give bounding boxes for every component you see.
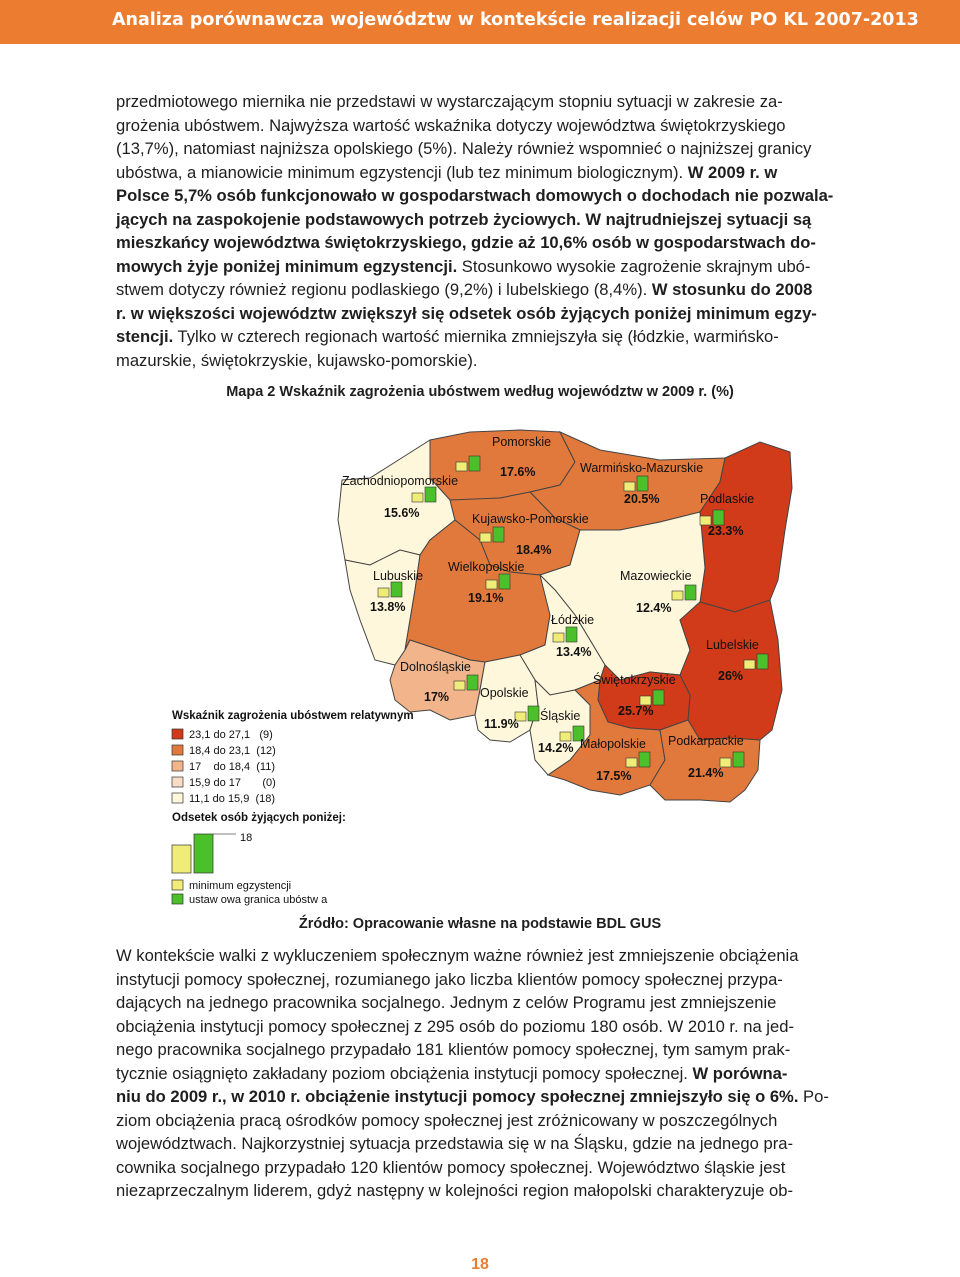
region-value-podlaskie: 23.3% <box>708 524 744 538</box>
text-line: ziom obciążenia pracą ośrodków pomocy społecznej jest zróżnicowany w poszczególnych <box>116 1110 778 1130</box>
region-value--wi-tokrzyskie: 25.7% <box>618 704 654 718</box>
text-line: nego pracownika socjalnego przypadało 181 klientów pomocy społecznej, tym samym prak- <box>116 1040 791 1059</box>
legend-ustawowa-swatch <box>172 894 183 904</box>
region-name-lubelskie: Lubelskie <box>706 638 759 652</box>
region-name-mazowieckie: Mazowieckie <box>620 569 692 583</box>
text-run-bold: W 2009 r. w <box>687 162 778 182</box>
text-run: Tylko w czterech regionach wartość miernika zmniejszyła się (łódzkie, warmińsko- <box>173 327 779 346</box>
bars-legend-ustawowa-bar <box>194 834 213 873</box>
text-line-bold: mieszkańcy województwa świętokrzyskiego, gdzie aż 10,6% osób w gospodarstwach do- <box>116 233 816 252</box>
text-line: W kontekście walki z wykluczeniem społecznym ważne również jest zmniejszenie obciążenia <box>116 946 799 965</box>
region-name-podkarpackie: Podkarpackie <box>668 734 744 748</box>
text-run: ubóstwa, a mianowicie minimum egzystencji (lub tez minimum biologicznym). <box>116 162 688 182</box>
region-value-mazowieckie: 12.4% <box>636 601 672 615</box>
region-name-wielkopolskie: Wielkopolskie <box>448 560 525 574</box>
ustawowa-bar <box>425 487 436 502</box>
text-line-bold: r. w większości województw zwiększył się odsetek osób żyjących poniżej minimum egzy- <box>116 303 817 323</box>
text-line: województwach. Najkorzystniej sytuacja przedstawia się w na Śląsku, gdzie na jednego pra- <box>116 1134 793 1153</box>
ustawowa-bar <box>733 752 744 767</box>
region-name-opolskie: Opolskie <box>480 686 529 700</box>
region-name-ma-opolskie: Małopolskie <box>580 737 647 751</box>
text-line <box>116 1062 846 1086</box>
page-number: 18 <box>471 1256 489 1273</box>
text-run-bold: W najtrudniejszej sytuacji są <box>585 209 812 229</box>
text-line: (13,7%), natomiast najniższa opolskiego (5%). Należy również wspomnieć o najniższej granicy <box>116 139 812 158</box>
legend-title: Wskaźnik zagrożenia ubóstwem relatywnym <box>172 710 414 722</box>
minimum-bar <box>486 580 497 589</box>
minimum-bar <box>480 533 491 542</box>
text-run: Po- <box>798 1087 829 1106</box>
ustawowa-bar <box>528 706 539 721</box>
text-run: tycznie osiągnięto zakładany poziom obciążenia instytucji pomocy społecznej. <box>116 1063 693 1083</box>
region-value-pomorskie: 17.6% <box>500 465 536 479</box>
ustawowa-bar <box>467 675 478 690</box>
map-source: Źródło: Opracowanie własne na podstawie BDL GUS <box>298 916 662 932</box>
legend-swatch <box>172 777 183 787</box>
region-value-ma-opolskie: 17.5% <box>596 769 632 783</box>
text-line: dających na jednego pracownika socjalnego. Jednym z celów Programu jest zmniejszenie <box>116 993 777 1012</box>
region-value-dolno-l-skie: 17% <box>424 690 450 704</box>
region-name--l-skie: Śląskie <box>540 709 581 723</box>
text-line: przedmiotowego miernika nie przedstawi w wystarczającym stopniu sytuacji w zakresie za- <box>116 92 783 111</box>
text-line: cownika socjalnego przypadało 120 klientów pomocy społecznej. Województwo śląskie jest <box>116 1157 786 1177</box>
minimum-bar <box>626 758 637 767</box>
region-value-kujawsko-pomorskie: 18.4% <box>516 543 552 557</box>
region-name-dolno-l-skie: Dolnośląskie <box>400 660 471 674</box>
text-run-bold: W porówna- <box>692 1063 788 1083</box>
text-line-bold: Polsce 5,7% osób funkcjonowało w gospodarstwach domowych o dochodach nie pozwala- <box>116 186 834 205</box>
legend-swatch <box>172 793 183 803</box>
text-run: stwem dotyczy również regionu podlaskiego (9,2%) i lubelskiego (8,4%). <box>116 280 652 299</box>
legend-class-label: 17 do 18,4 (11) <box>189 761 276 773</box>
text-run-bold: mowych żyje poniżej minimum egzystencji. <box>116 256 458 276</box>
header-title: Analiza porównawcza województw w kontekście realizacji celów PO KL 2007-2013 <box>112 10 919 30</box>
text-run-bold: jących na zaspokojenie podstawowych potrzeb życiowych. <box>116 209 586 229</box>
text-line: niezaprzeczalnym liderem, gdyż następny w kolejności region małopolski charakteryzuje ob- <box>116 1181 793 1200</box>
region-name-kujawsko-pomorskie: Kujawsko-Pomorskie <box>472 512 589 526</box>
ustawowa-bar <box>713 510 724 525</box>
minimum-bar <box>744 660 755 669</box>
minimum-bar <box>378 588 389 597</box>
legend-classes <box>172 729 276 805</box>
ustawowa-bar <box>639 752 650 767</box>
region-name-zachodniopomorskie: Zachodniopomorskie <box>342 474 459 488</box>
region-name-pomorskie: Pomorskie <box>492 435 552 449</box>
text-line: instytucji pomocy społecznej, rozumianego jako liczba klientów pomocy społecznej przypa- <box>116 969 783 989</box>
minimum-bar <box>412 493 423 502</box>
text-run-bold: W stosunku do 2008 <box>651 280 813 299</box>
text-line: mazurskie, świętokrzyskie, kujawsko-pomorskie). <box>116 350 478 370</box>
legend-swatch <box>172 761 183 771</box>
bars-legend-title: Odsetek osób żyjących poniżej: <box>172 812 346 824</box>
minimum-bar <box>553 633 564 642</box>
ustawowa-bar <box>499 574 510 589</box>
minimum-bar <box>560 732 571 741</box>
region-value--dzkie: 13.4% <box>556 645 592 659</box>
bars-legend-value: 18 <box>240 832 253 844</box>
paragraph-social-assistance <box>116 944 846 1203</box>
region-name-warmi-sko-mazurskie: Warmińsko-Mazurskie <box>580 461 704 475</box>
region-value-wielkopolskie: 19.1% <box>468 591 504 605</box>
region-name-lubuskie: Lubuskie <box>373 569 424 583</box>
legend-class-label: 23,1 do 27,1 (9) <box>189 729 273 741</box>
minimum-bar <box>456 462 467 471</box>
region-name--wi-tokrzyskie: Świętokrzyskie <box>593 673 676 687</box>
legend-class-label: 18,4 do 23,1 (12) <box>189 745 276 757</box>
text-line: obciążenia instytucji pomocy społecznej z 295 osób do poziomu 180 osób. W 2010 r. na jed- <box>116 1016 794 1036</box>
text-run-bold: stencji. <box>116 327 174 346</box>
region-value-podkarpackie: 21.4% <box>688 766 724 780</box>
region-value-zachodniopomorskie: 15.6% <box>384 506 420 520</box>
region-name--dzkie: Łódzkie <box>551 613 595 627</box>
legend-minimum-swatch <box>172 880 183 890</box>
region-value-opolskie: 11.9% <box>484 717 519 731</box>
map-title: Mapa 2 Wskaźnik zagrożenia ubóstwem według województw w 2009 r. (%) <box>226 384 734 400</box>
ustawowa-bar <box>653 690 664 705</box>
text-line: grożenia ubóstwem. Najwyższa wartość wskaźnika dotyczy województwa świętokrzyskiego <box>116 115 786 135</box>
ustawowa-bar <box>757 654 768 669</box>
legend-class-label: 15,9 do 17 (0) <box>189 777 276 789</box>
region-value-lubelskie: 26% <box>718 669 744 683</box>
legend-swatch <box>172 729 183 739</box>
region-name-podlaskie: Podlaskie <box>700 492 755 506</box>
minimum-bar <box>624 482 635 491</box>
ustawowa-bar <box>637 476 648 491</box>
bars-legend-min-bar <box>172 845 191 873</box>
minimum-bar <box>454 681 465 690</box>
region-value-warmi-sko-mazurskie: 20.5% <box>624 492 660 506</box>
ustawowa-bar <box>391 582 402 597</box>
text-line <box>116 1085 846 1109</box>
legend-swatch <box>172 745 183 755</box>
legend-ustawowa-label: ustaw owa granica ubóstw a <box>189 894 328 906</box>
legend-class-label: 11,1 do 15,9 (18) <box>189 793 276 805</box>
minimum-bar <box>672 591 683 600</box>
region-value-lubuskie: 13.8% <box>370 600 406 614</box>
ustawowa-bar <box>566 627 577 642</box>
text-run: Stosunkowo wysokie zagrożenie skrajnym ubó- <box>457 256 811 276</box>
legend-minimum-label: minimum egzystencji <box>189 880 292 892</box>
ustawowa-bar <box>469 456 480 471</box>
ustawowa-bar <box>685 585 696 600</box>
ustawowa-bar <box>493 527 504 542</box>
region-value--l-skie: 14.2% <box>538 741 574 755</box>
text-run-bold: niu do 2009 r., w 2010 r. obciążenie instytucji pomocy społecznej zmniejszyło się o 6%. <box>116 1087 799 1106</box>
